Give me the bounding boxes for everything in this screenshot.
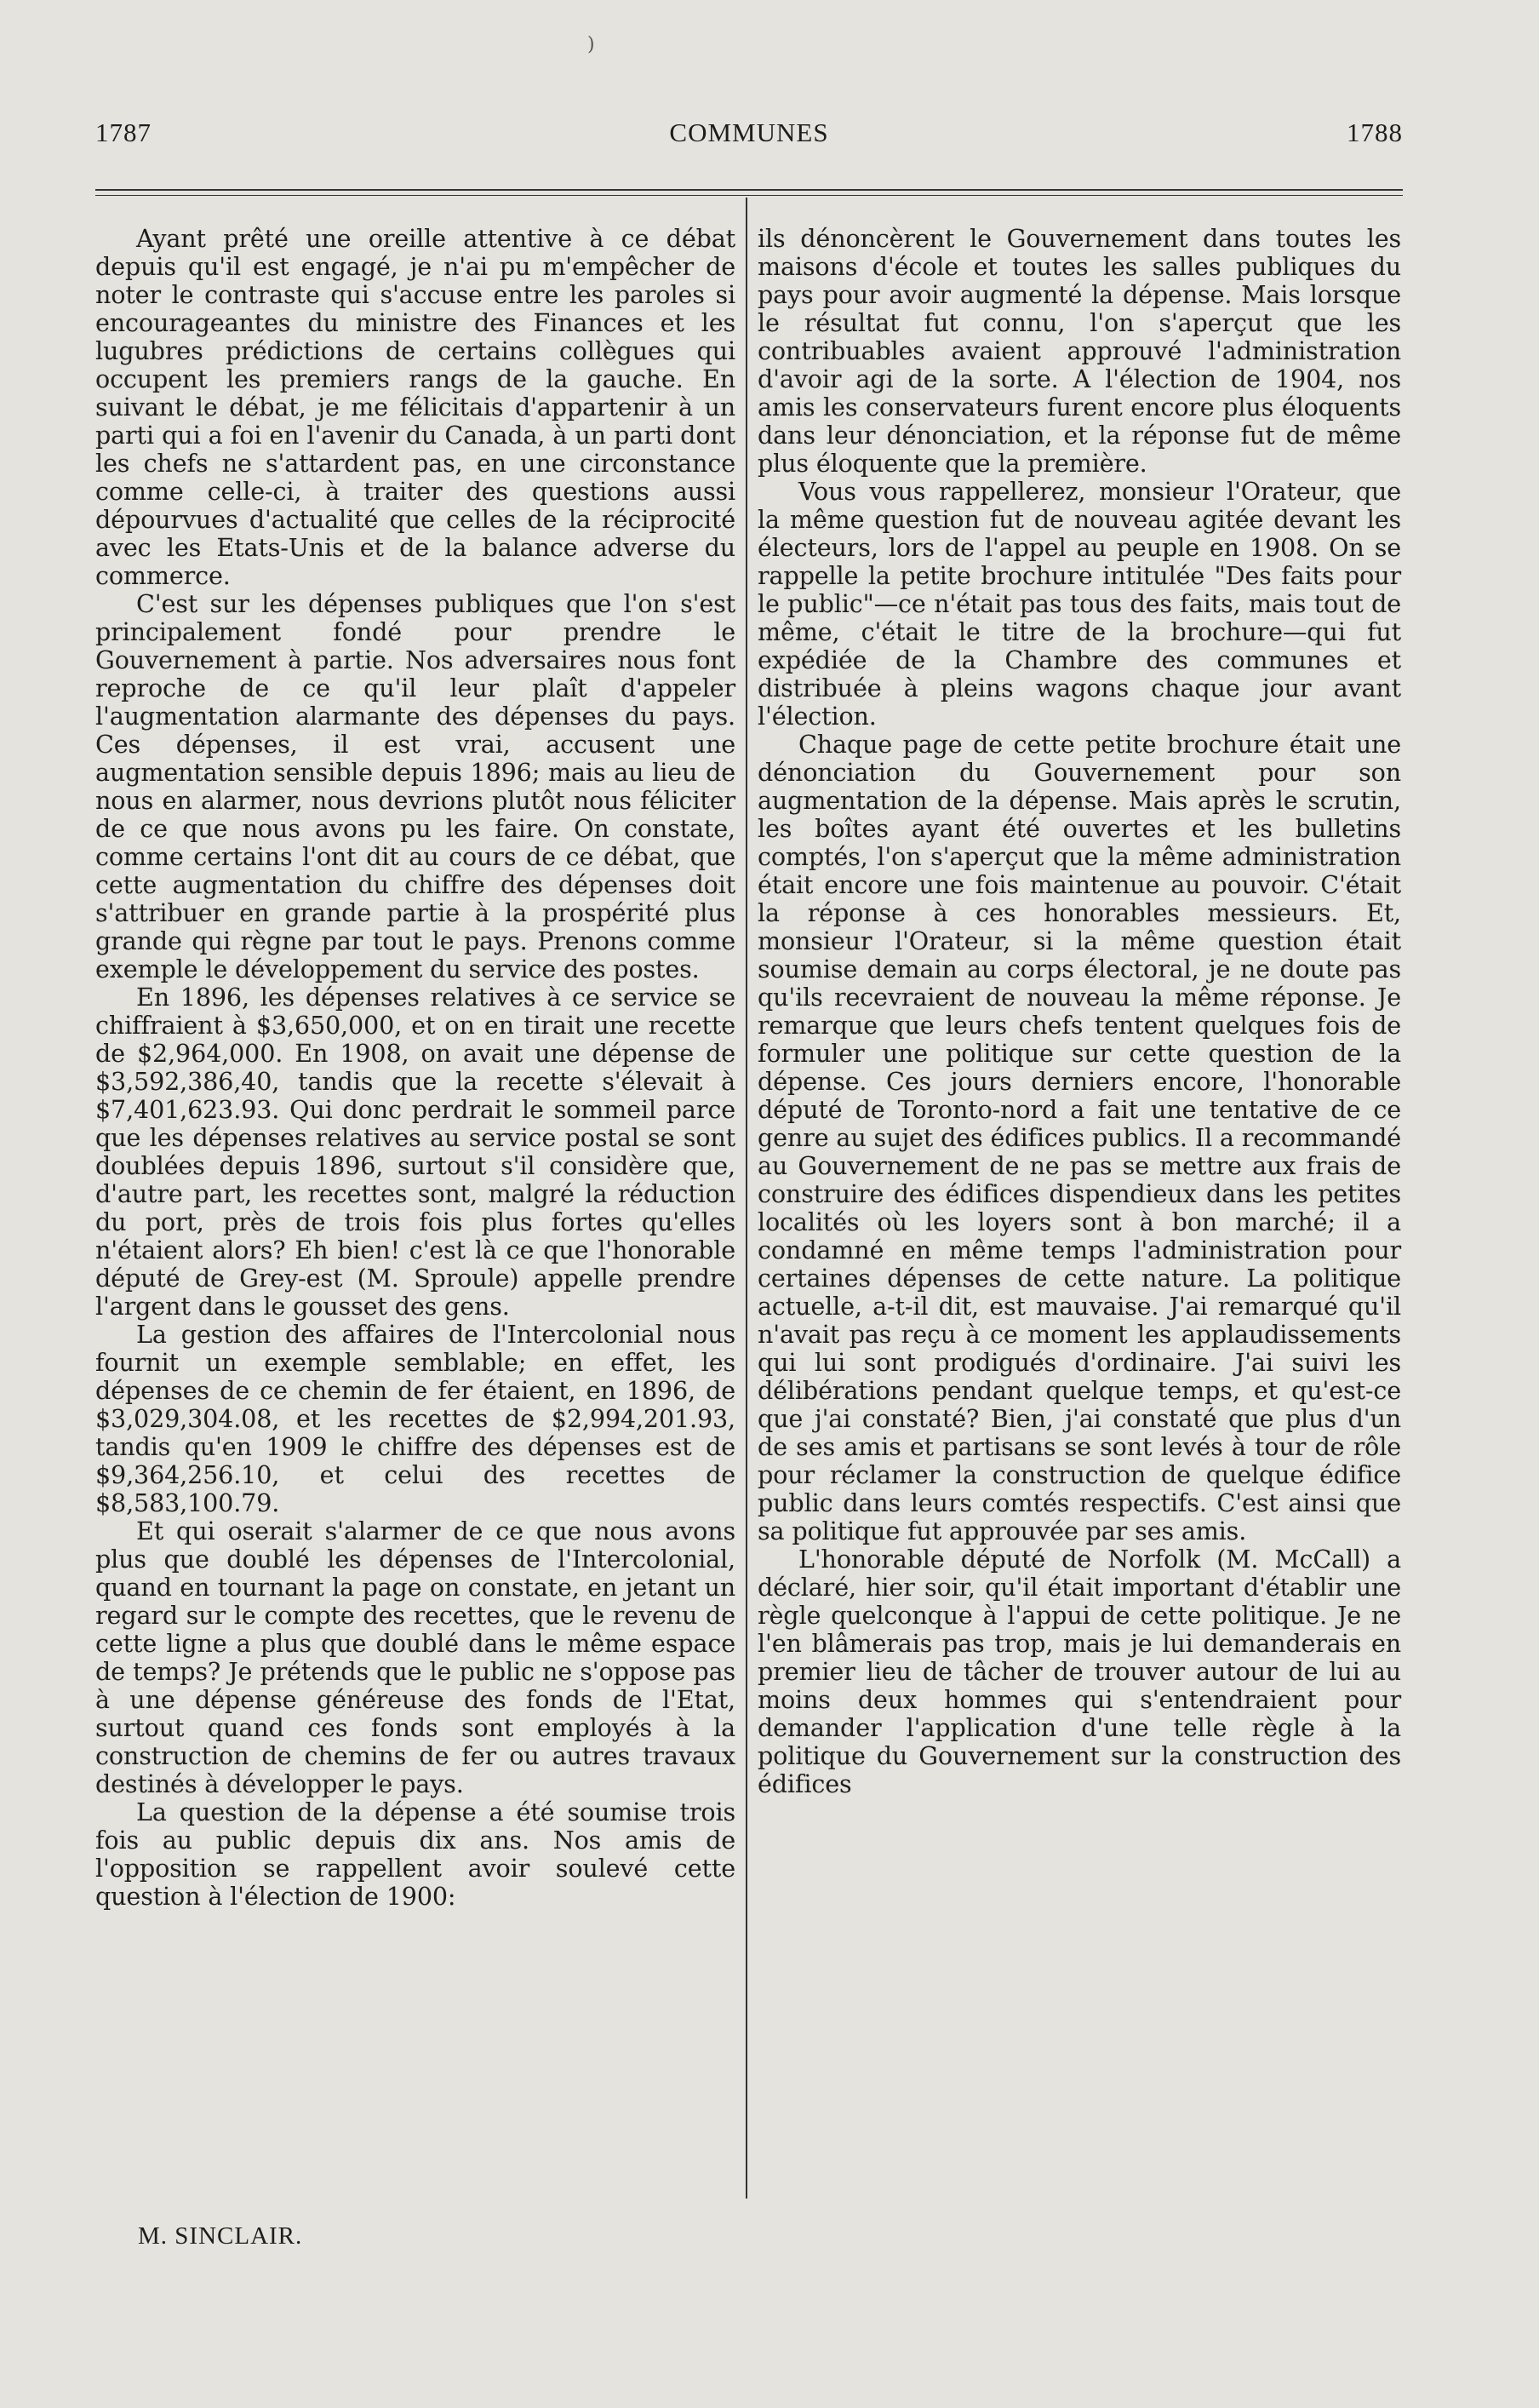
header-rule-top xyxy=(95,189,1403,191)
left-column xyxy=(95,225,735,1911)
paragraph: La gestion des affaires de l'Intercolonial nous fournit un exemple semblable; en effet, les dépenses de ce chemin de fer étaient, en 1896, de $3,029,304.08, et les recettes de $2,994,201.93, tandis qu'en 1909 le chiffre des dépenses est de $9,364,256.10, et celui des recettes de $8,583,100.79. xyxy=(95,1320,735,1517)
column-divider xyxy=(746,198,747,2199)
page-number-right: 1788 xyxy=(1347,118,1403,147)
page-title: COMMUNES xyxy=(669,118,829,147)
speaker-signature: M. SINCLAIR. xyxy=(138,2222,303,2250)
paragraph: C'est sur les dépenses publiques que l'on s'est principalement fondé pour prendre le Gouvernement à partie. Nos adversaires nous font reproche de ce qu'il leur plaît d'appeler l'augmentation alarmante des dépenses du pays. Ces dépenses, il est vrai, accusent une augmentation sensible depuis 1896; mais au lieu de nous en alarmer, nous devrions plutôt nous féliciter de ce que nous avons pu les faire. On constate, comme certains l'ont dit au cours de ce débat, que cette augmentation du chiffre des dépenses doit s'attribuer en grande partie à la prospérité plus grande qui règne par tout le pays. Prenons comme exemple le développement du service des postes. xyxy=(95,589,735,983)
header-rule-bottom xyxy=(95,195,1403,196)
paragraph: La question de la dépense a été soumise trois fois au public depuis dix ans. Nos amis de l'opposition se rappellent avoir soulevé cette question à l'élection de 1900: xyxy=(95,1797,735,1911)
paragraph: En 1896, les dépenses relatives à ce service se chiffraient à $3,650,000, et on en tirait une recette de $2,964,000. En 1908, on avait une dépense de $3,592,386,40, tandis que la recette s'élevait à $7,401,623.93. Qui donc perdrait le sommeil parce que les dépenses relatives au service postal se sont doublées depuis 1896, surtout s'il considère que, d'autre part, les recettes sont, malgré la réduction du port, près de trois fois plus fortes qu'elles n'étaient alors? Eh bien! c'est là ce que l'honorable député de Grey-est (M. Sproule) appelle prendre l'argent dans le gousset des gens. xyxy=(95,983,735,1321)
stray-mark: ) xyxy=(587,34,595,55)
paragraph: Chaque page de cette petite brochure était une dénonciation du Gouvernement pour son augmentation de la dépense. Mais après le scrutin, les boîtes ayant été ouvertes et les bulletins comptés, l'on s'aperçut que la même administration était encore une fois maintenue au pouvoir. C'était la réponse à ces honorables messieurs. Et, monsieur l'Orateur, si la même question était soumise demain au corps électoral, je ne doute pas qu'ils recevraient de nouveau la même réponse. Je remarque que leurs chefs tentent quelques fois de formuler une politique sur cette question de la dépense. Ces jours derniers encore, l'honorable député de Toronto-nord a fait une tentative de ce genre au sujet des édifices publics. Il a recommandé au Gouvernement de ne pas se mettre aux frais de construire des édifices dispendieux dans les petites localités où les loyers sont à bon marché; il a condamné en même temps l'administration pour certaines dépenses de cette nature. La politique actuelle, a-t-il dit, est mauvaise. J'ai remarqué qu'il n'avait pas reçu à ce moment les applaudissements qui lui sont prodigués d'ordinaire. J'ai suivi les délibérations pendant quelque temps, et qu'est-ce que j'ai constaté? Bien, j'ai constaté que plus d'un de ses amis et partisans se sont levés à tour de rôle pour réclamer la construction de quelque édifice public dans leurs comtés respectifs. C'est ainsi que sa politique fut approuvée par ses amis. xyxy=(758,730,1401,1545)
paragraph: ils dénoncèrent le Gouvernement dans toutes les maisons d'école et toutes les salles publiques du pays pour avoir augmenté la dépense. Mais lorsque le résultat fut connu, l'on s'aperçut que les contribuables avaient approuvé l'administration d'avoir agi de la sorte. A l'élection de 1904, nos amis les conservateurs furent encore plus éloquents dans leur dénonciation, et la réponse fut de même plus éloquente que la première. xyxy=(758,224,1401,478)
right-column xyxy=(758,225,1401,1798)
paragraph: L'honorable député de Norfolk (M. McCall) a déclaré, hier soir, qu'il était important d'établir une règle quelconque à l'appui de cette politique. Je ne l'en blâmerais pas trop, mais je lui demanderais en premier lieu de tâcher de trouver autour de lui au moins deux hommes qui s'entendraient pour demander l'application d'une telle règle à la politique du Gouvernement sur la construction des édifices xyxy=(758,1545,1401,1798)
page-number-left: 1787 xyxy=(95,118,152,147)
page-header xyxy=(95,118,1403,152)
paragraph: Et qui oserait s'alarmer de ce que nous avons plus que doublé les dépenses de l'Intercolonial, quand en tournant la page on constate, en jetant un regard sur le compte des recettes, que le revenu de cette ligne a plus que doublé dans le même espace de temps? Je prétends que le public ne s'oppose pas à une dépense généreuse des fonds de l'Etat, surtout quand ces fonds sont employés à la construction de chemins de fer ou autres travaux destinés à développer le pays. xyxy=(95,1516,735,1798)
paragraph: Vous vous rappellerez, monsieur l'Orateur, que la même question fut de nouveau agitée devant les électeurs, lors de l'appel au peuple en 1908. On se rappelle la petite brochure intitulée "Des faits pour le public"—ce n'était pas tous des faits, mais tout de même, c'était le titre de la brochure—qui fut expédiée de la Chambre des communes et distribuée à pleins wagons chaque jour avant l'élection. xyxy=(758,477,1401,731)
paragraph: Ayant prêté une oreille attentive à ce débat depuis qu'il est engagé, je n'ai pu m'empêcher de noter le contraste qui s'accuse entre les paroles si encourageantes du ministre des Finances et les lugubres prédictions de certains collègues qui occupent les premiers rangs de la gauche. En suivant le débat, je me félicitais d'appartenir à un parti qui a foi en l'avenir du Canada, à un parti dont les chefs ne s'attardent pas, en une circonstance comme celle-ci, à traiter des questions aussi dépourvues d'actualité que celles de la réciprocité avec les Etats-Unis et de la balance adverse du commerce. xyxy=(95,224,735,590)
